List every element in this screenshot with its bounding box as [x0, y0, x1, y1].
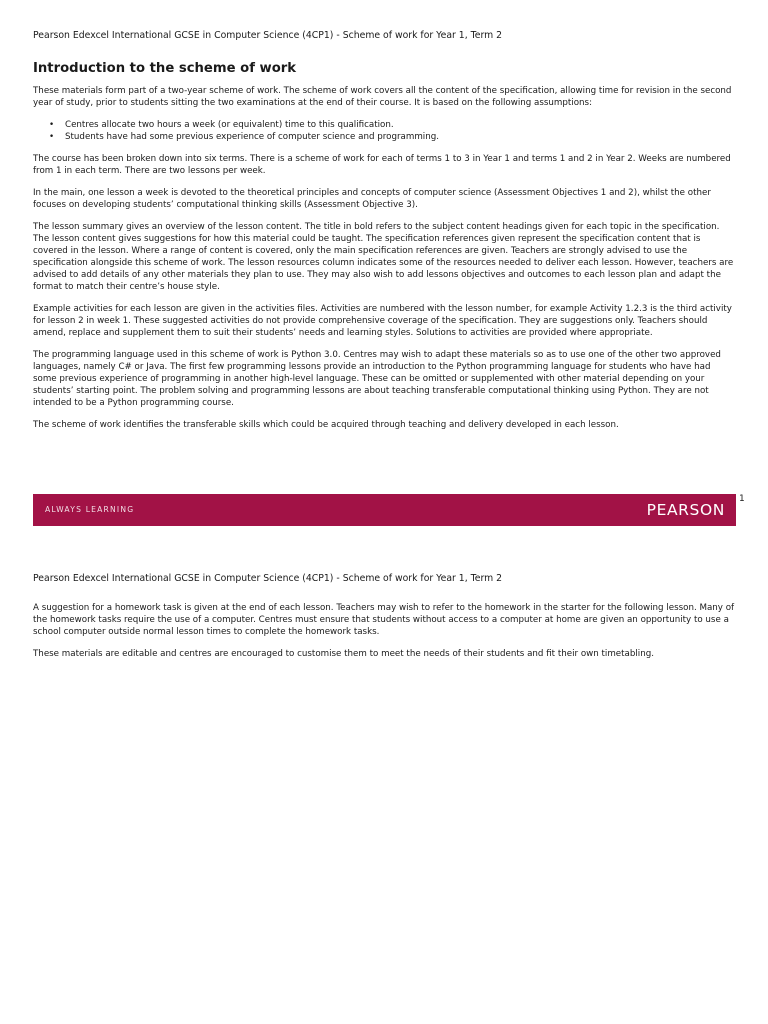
- list-item-text: Centres allocate two hours a week (or equivalent) time to this qualification.: [65, 120, 394, 130]
- section-title: Introduction to the scheme of work: [33, 61, 297, 76]
- page-header: Pearson Edexcel International GCSE in Computer Science (4CP1) - Scheme of work for Year 1, Term 2: [33, 30, 503, 41]
- intro-paragraph: These materials form part of a two-year scheme of work. The scheme of work covers all the content of the specification, allowing time for revision in the second year of study, prior to students sitting the two examinations at the end of their course. It is based on the following assumptions:: [33, 86, 732, 108]
- bullet-icon: •: [49, 120, 55, 130]
- terms-paragraph: The course has been broken down into six terms. There is a scheme of work for each of terms 1 to 3 in Year 1 and terms 1 and 2 in Year 2. Weeks are numbered from 1 in each term. There are two lessons per week.: [33, 154, 731, 176]
- transferable-skills-paragraph: The scheme of work identifies the transferable skills which could be acquired through teaching and delivery developed in each lesson.: [33, 420, 619, 430]
- page-1-body: [33, 85, 736, 441]
- footer-tagline: ALWAYS LEARNING: [45, 505, 135, 514]
- page-header: Pearson Edexcel International GCSE in Computer Science (4CP1) - Scheme of work for Year 1, Term 2: [33, 573, 503, 584]
- programming-language-paragraph: The programming language used in this scheme of work is Python 3.0. Centres may wish to adapt these materials so as to use one of the other two approved languages, namely C# or Java. The first few programming lessons provide an introduction to the Python programming language for students who have had some previous experience of programming in another high-level language. These can be omitted or supplemented with other material depending on your students’ starting point. The problem solving and programming lessons are about teaching transferable computational thinking using Python. They are not intended to be a Python programming course.: [33, 350, 721, 408]
- activities-paragraph: Example activities for each lesson are given in the activities files. Activities are numbered with the lesson number, for example Activity 1.2.3 is the third activity for lesson 2 in week 1. These suggested activities do not provide comprehensive coverage of the specification. They are suggestions only. Teachers should amend, replace and supplement them to suit their students’ needs and learning styles. Solutions to activities are provided where appropriate.: [33, 304, 732, 338]
- pearson-logo: PEARSON: [646, 501, 725, 519]
- bullet-icon: •: [49, 132, 55, 142]
- list-item-text: Students have had some previous experience of computer science and programming.: [65, 132, 439, 142]
- list-item: [49, 131, 736, 143]
- lessons-paragraph: In the main, one lesson a week is devoted to the theoretical principles and concepts of computer science (Assessment Objectives 1 and 2), whilst the other focuses on developing students’ computational thinking skills (Assessment Objective 3).: [33, 188, 711, 210]
- list-item: [49, 119, 736, 131]
- footer-band: [33, 494, 736, 526]
- assumptions-list: [33, 119, 736, 143]
- page-2-body: [33, 602, 736, 670]
- page-number: 1: [739, 494, 745, 504]
- homework-paragraph: A suggestion for a homework task is given at the end of each lesson. Teachers may wish to refer to the homework in the starter for the following lesson. Many of the homework tasks require the use of a computer. Centres must ensure that students without access to a computer at home are given an opportunity to use a school computer outside normal lesson times to complete the homework tasks.: [33, 603, 735, 637]
- lesson-summary-paragraph: The lesson summary gives an overview of the lesson content. The title in bold refers to the subject content headings given for each topic in the specification. The lesson content gives suggestions for how this material could be taught. The specification references given represent the specification content that is covered in the lesson. Where a range of content is covered, only the main specification references are given. Teachers are strongly advised to use the specification alongside this scheme of work. The lesson resources column indicates some of the resources needed to deliver each lesson. However, teachers are advised to add details of any other materials they plan to use. They may also wish to add lessons objectives and outcomes to each lesson plan and adapt the format to match their centre’s house style.: [33, 222, 734, 292]
- editable-materials-paragraph: These materials are editable and centres are encouraged to customise them to meet the needs of their students and fit their own timetabling.: [33, 649, 655, 659]
